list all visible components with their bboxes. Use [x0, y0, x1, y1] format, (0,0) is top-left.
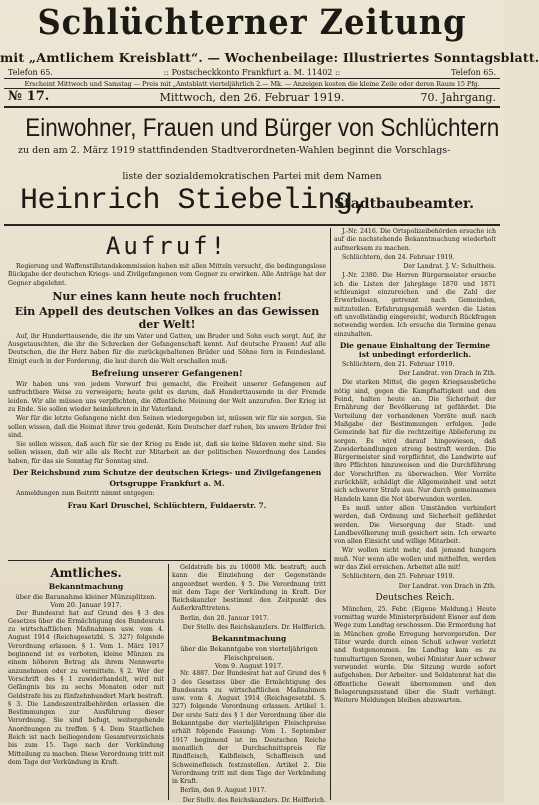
aufruf-note: Anmeldungen zum Beitritt nimmt entgegen:	[16, 490, 155, 498]
notice-food-signature: Der Landrat. von Drach in Zth.	[398, 582, 496, 590]
aufruf-slogan-1: Nur eines kann heute noch fruchten!	[52, 289, 282, 303]
notice-2-date: Vom 9. August 1917.	[214, 661, 284, 670]
banner-line-2: zu den am 2. März 1919 stattfindenden Stadtverordneten-Wahlen beginnt die Vorschlags-	[18, 145, 451, 156]
aufruf-intro: Regierung und Waffenstillstandskommission haben mit allen Mitteln versucht, die bedingungslose Rückgabe der deutschen Kriegs- und Zivilgefangenen vom Gegner zu erwirken. Alle Anträge hat der Gegner abgelehnt.	[8, 263, 326, 287]
candidate-name: Heinrich Stiebeling,	[20, 184, 371, 218]
notice-food-2: Es muß unter allen Umständen verhindert werden, daß Ordnung und Sicherheit gefährdet werden. Die Versorgung der Stadt- und Landbevölkerung muß gesichert sein. Ich erwarte von allen Einsicht und willige Mitarbeit.	[334, 504, 496, 546]
aufruf-bottom-rule	[8, 560, 326, 561]
right-notices-column	[334, 228, 496, 800]
telephone-left: Telefon 65.	[8, 68, 53, 77]
aufruf-demand: Befreiung unserer Gefangenen!	[91, 369, 243, 380]
masthead-rule	[4, 78, 500, 79]
deutsches-reich-text: München, 25. Febr. (Eigene Meldung.) Heute vormittag wurde Ministerpräsident Eisner auf dem Wege zum Landtag erschossen. Die Ermordung hat in München große Erregung hervorgerufen. Der Täter wurde durch einen Schuß schwer verletzt und festgenommen. Im Landtag kam es zu tumultartigen Szenen, wobei Minister Auer schwer verwundet wurde. Die Sitzung wurde sofort aufgehoben. Der Arbeiter- und Soldatenrat hat die öffentliche Gewalt übernommen und den Belagerungszustand über die Stadt verhängt. Weitere Meldungen bleiben abzuwarten.	[334, 605, 496, 705]
banner-line-3: liste der sozialdemokratischen Partei mit dem Namen	[122, 171, 382, 182]
issue-year: 70. Jahrgang.	[420, 91, 496, 104]
aufruf-paragraph-4: Wer für die letzte Gefangene nicht den Seinen wiedergegeben ist, müssen wir für sie sorgen. Sie sollen wissen, daß die Heimat ihrer treu gedenkt. Kein Deutscher darf ruhen, bis unsere Brüder frei sind.	[8, 415, 326, 439]
masthead-title: Schlüchterner Zeitung	[37, 2, 467, 43]
notice-1-text: Der Bundesrat hat auf Grund des § 3 des Gesetzes über die Ermächtigung des Bundesrats zu wirtschaftlichen Maßnahmen usw. vom 4. August 1914 (Reichsgesetzbl. S. 327) folgende Verordnung erlassen. § 1. Vom 1. März 1917 beginnend ist es verboten, kleine Münzen zu einem höheren Betrag als ihrem Nennwerte anzunehmen oder zu vermitteln. § 2. Wer der Vorschrift des § 1 zuwiderhandelt, wird mit Gefängnis bis zu sechs Monaten oder mit Geldstrafe bis zu fünfzehnhundert Mark bestraft. § 3. Die Landeszentralbehörden erlassen die Bestimmungen zur Ausführung dieser Verordnung. Sie sind befugt, weitergehende Anordnungen zu treffen. § 4. Dem Staatlichen Reich ist nach beiliegendem Gesamtverzeichnis bis zum 15. Tage nach der Verkündung Mitteilung zu machen. Diese Verordnung tritt mit dem Tage der Verkündung in Kraft.	[8, 609, 164, 766]
masthead-subtitle: mit „Amtlichem Kreisblatt“. — Wochenbeilage: Illustriertes Sonntagsblatt.	[0, 50, 539, 65]
notice-2-place: Berlin, den 9. August 1917.	[180, 787, 267, 795]
amtliches-column-1	[8, 564, 164, 800]
postscheck-account: :: Postscheckkonto Frankfurt a. M. 11402 ::	[163, 68, 341, 77]
banner-headline: Einwohner, Frauen und Bürger von Schlüchtern	[25, 114, 500, 142]
notice-2-signature: Der Stellv. des Reichskanzlers. Dr. Helfferich.	[182, 796, 326, 804]
aufruf-organization: Der Reichsbund zum Schutze der deutschen Kriegs- und Zivilgefangenen	[12, 468, 322, 478]
aufruf-contact: Frau Karl Druschel, Schlüchtern, Fuldaerstr. 7.	[67, 501, 267, 511]
notice-1-subject: über die Baranahme kleiner Münzsplitzen.	[15, 593, 157, 601]
aufruf-local-group: Ortsgruppe Frankfurt a. M.	[109, 479, 225, 489]
notice-food-place: Schlüchtern, den 25. Februar 1919.	[342, 573, 455, 581]
notice-2416: J.-Nr. 2416. Die Ortspolizeibehörden ersuche ich auf die nachstehende Bekanntmachung wiederholt aufmerksam zu machen.	[334, 228, 496, 252]
candidate-title: Stadtbaubeamter.	[334, 196, 474, 212]
aufruf-paragraph-2: Auf, ihr Hunderttausende, die ihr um Vater und Gatten, um Bruder und Sohn euch sorgt. Auf, ihr Ausgetauschten, die ihr die Schrecken der Gefangenschaft kennt. Auf deutsche Frauen! Auf alle Deutschen, die ihr Herz haben für die zurückgehaltenen Brüder und Söhne fern in Feindesland. Einigt euch in der Forderung, die laut durch die Welt erschallen muß:	[8, 332, 326, 365]
notice-1-place: Berlin, den 20. Januar 1917.	[180, 614, 269, 622]
subscription-terms: Erscheint Mittwoch und Samstag — Preis mit „Amtsblatt vierteljährlich 2.— Mk. — Anzeigen kosten die kleine Zeile oder deren Raum 15 Pfg.	[24, 80, 480, 88]
notice-food: Die starken Mittel, die gegen Kriegsausbrüche nötig sind, gegen die Kampfhaftigkeit und den Feind, halten heute an. Die Sicherheit der Ernährung der Bevölkerung ist gefährdet. Die Verteilung der vorhandenen Vorräte muß nach Maßgabe der Bestimmungen erfolgen. Jede Gemeinde hat für die rechtzeitige Ablieferung zu sorgen. Es wird darauf hingewiesen, daß Zuwiderhandlungen streng bestraft werden. Die Bürgermeister sind verpflichtet, die Landwirte auf ihre Pflichten hinzuweisen und die Durchführung der Vorschriften zu überwachen. Wer Vorräte zurückhält, schädigt die Allgemeinheit und setzt sich schwerer Strafe aus. Nur durch gemeinsames Handeln kann die Not überwunden werden.	[334, 379, 496, 503]
notice-food-3: Wir wollen nicht mehr, daß jemand hungern muß. Nur wenn alle wollen und mithelfen, werden wir das Ziel erreichen. Arbeitet alle mit!	[334, 547, 496, 571]
amtliches-heading: Amtliches.	[50, 566, 122, 580]
terms-rule	[4, 88, 500, 89]
issue-date: Mittwoch, den 26. Februar 1919.	[159, 91, 345, 104]
aufruf-paragraph-3: Wir haben uns von jedem Vorwurf frei gemacht, die Freiheit unserer Gefangenen auf unfruchtbare Weise zu verweigern; heute geht es darum, daß Hunderttausende in der Fremde leiden. Wir alle müssen uns verpflichten, die öffentliche Meinung der Welt anzurufen. Der Krieg ist zu Ende. Sie sollen wieder heimkehren in ihr Vaterland.	[8, 381, 326, 413]
deutsches-reich-heading: Deutsches Reich.	[375, 592, 455, 603]
notice-2380-signature: Der Landrat. von Drach in Zth.	[398, 370, 496, 378]
notice-1-signature: Der Stellv. des Reichskanzlers. Dr. Helfferich.	[182, 624, 326, 632]
issue-number: № 17.	[8, 89, 50, 104]
notice-2380-place: Schlüchtern, den 21. Februar 1919.	[342, 360, 455, 368]
notice-2380-emphasis: Die genaue Einhaltung der Termine ist unbedingt erforderlich.	[339, 340, 491, 359]
notice-2-subject: über die Bekanntgabe von vierteljährigen Fleischpreisen.	[180, 645, 318, 662]
notice-1-title: Bekanntmachung	[48, 582, 124, 591]
notice-2-title: Bekanntmachung	[211, 634, 287, 644]
column-divider-middle	[168, 564, 169, 800]
banner-rule	[4, 224, 500, 226]
issue-rule	[4, 106, 500, 108]
notice-1-date: Vom 20. Januar 1917.	[50, 601, 122, 610]
notice-2416-signature: Der Landrat. J. V.: Schultheis.	[403, 263, 496, 271]
notice-2-text: Nr. 4887. Der Bundesrat hat auf Grund des § 3 des Gesetzes über die Ermächtigung des Bundesrats zu wirtschaftlichen Maßnahmen usw. vom 4. August 1914 (Reichsgesetzbl. S. 327) folgende Verordnung erlassen. Artikel 1. Der erste Satz des § 1 der Verordnung über die Bekanntgabe der vierteljährigen Fleischpreise erhält folgende Fassung: Vom 1. September 1917 beginnend ist im Deutschen Reiche monatlich der Durchschnittspreis für Rindfleisch, Kalbfleisch, Schaffleisch und Schweinefleisch festzustellen. Artikel 2. Die Verordnung tritt mit dem Tage der Verkündung in Kraft.	[172, 670, 326, 786]
column-divider-right	[330, 228, 331, 800]
aufruf-title: Aufruf!	[105, 232, 229, 260]
notice-2416-place: Schlüchtern, den 24. Februar 1919.	[342, 253, 455, 261]
aufruf-slogan-2: Ein Appell des deutschen Volkes an das Gewissen der Welt!	[14, 304, 320, 331]
amtliches-column-2	[172, 564, 326, 804]
notice-1-continued: Geldstrafe bis zu 10000 Mk. bestraft; auch kann die Einziehung der Gegenstände angeordnet werden. § 5. Die Verordnung tritt mit dem Tage der Verkündung in Kraft. Der Reichskanzler bestimmt den Zeitpunkt des Außerkrafttretens.	[172, 564, 326, 613]
notice-2380: J.-Nr. 2380. Die Herren Bürgermeister ersuche ich die Listen der Jahrgänge 1870 und 1871 schleunigst einzureichen und die Zahl der Erwerbslosen, getrennt nach Gemeinden, mitzuteilen. Erfahrungsgemäß werden die Listen oft unvollständig eingereicht, wodurch Rückfragen notwendig werden. Ich ersuche die Termine genau einzuhalten.	[334, 272, 496, 338]
aufruf-paragraph-5: Sie sollen wissen, daß auch für sie der Krieg zu Ende ist, daß sie keine Sklaven mehr sind. Sie sollen wissen, daß wir alle als Recht zur Mitarbeit an der politischen Neuordnung des Landes haben, für das sie Sonntag für Sonntag sind.	[8, 441, 326, 465]
telephone-right: Telefon 65.	[451, 68, 496, 77]
aufruf-article	[8, 228, 326, 558]
